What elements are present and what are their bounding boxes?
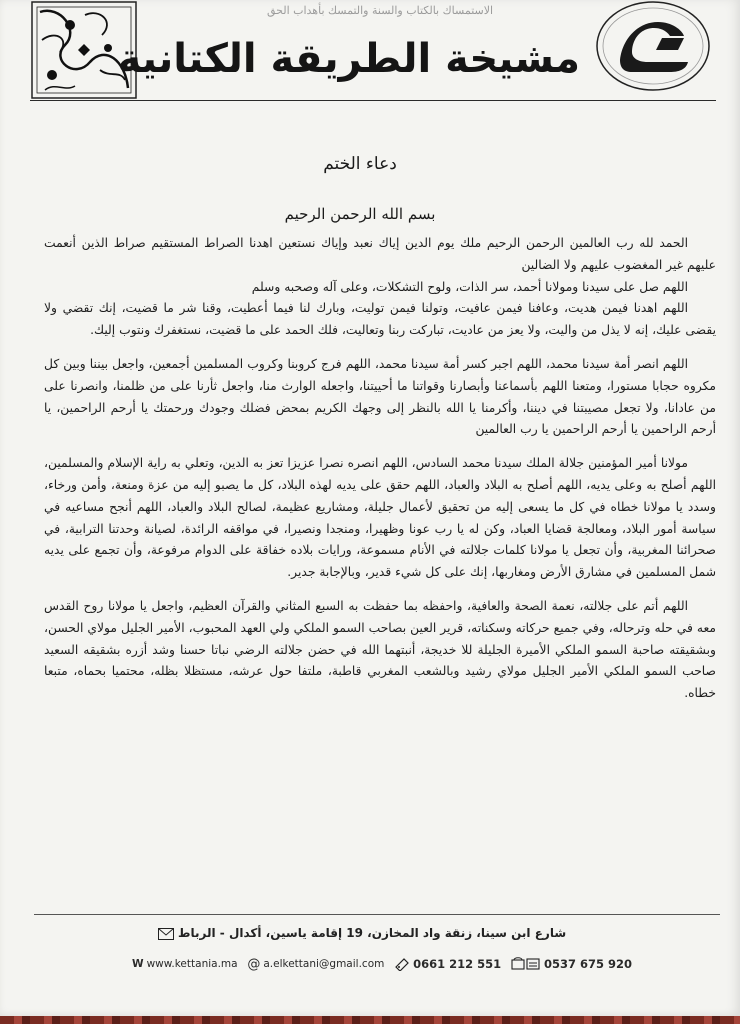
header-motto: الاستمساك بالكتاب والسنة والتمسك بأهداب الحق: [266, 4, 494, 17]
paragraph: مولانا أمير المؤمنين جلالة الملك سيدنا محمد السادس، اللهم انصره نصرا عزيزا تعز به الدين، وتعلي به راية الإسلام والمسلمين، اللهم أصلح به وعلى يديه، اللهم أصلح به البلاد والعباد، اللهم حقق على يديه لهذه البلاد، كل ما يصبو إليه من عزة ومنعة، وأمن ورخاء، وسدد يا مولانا خطاه في كل ما يسعى إليه من تحقيق لأعمال جليلة، ومشاريع عظيمة، لصالح البلاد والعباد، اللهم أنجح مساعيه في سياسة أمور البلاد، ومعالجة قضايا العباد، وكن له يا رب عونا وظهيرا، ومنجدا ونصيرا، في مواقفه الرائدة، لصيانة وحدتنا الترابية، في صحرائنا المغربية، وأن تجعل يا مولانا كلمات جلالته في الأنام مسموعة، ورايات بلاده خفاقة على الدوام مرفوعة، وأن تجمع على يديه شمل المسلمين في مشارق الأرض ومغاربها، إنك على كل شيء قدير، وبالإجابة جدير.: [44, 456, 716, 580]
paragraph: اللهم أتم على جلالته، نعمة الصحة والعافية، واحفظه بما حفظت به السبع المثاني والقرآن العظيم، واجعل يا مولانا روح القدس معه في حله وترحاله، وفي جميع حركاته وسكناته، قرير العين بصاحب السمو الملكي ولي العهد المحبوب، الأمير الجليل مولاي الحسن، وبشقيقته صاحبة السمو الملكي الأميرة الجليلة للا خديجة، أنبتهما الله في حضن جلالته الرضي نباتا حسنا وشد أزره بشقيقه السعيد صاحب السمو الملكي الأمير الجليل مولاي رشيد وبالشعب المغربي قاطبة، ملتفا حول عرشه، مستظلا بظله، محتميا بحماه، متبعا خطاه.: [44, 598, 716, 701]
website-contact: [132, 958, 238, 970]
email-link[interactable]: a.elkettani@gmail.com: [263, 958, 385, 970]
phone-fax-number: 0537 675 920: [543, 957, 632, 971]
at-icon: @: [247, 956, 261, 972]
header-divider: [30, 100, 716, 101]
paragraph: اللهم اهدنا فيمن هديت، وعافنا فيمن عافيت، وتولنا فيمن توليت، وبارك لنا فيما أعطيت، وقنا شر ما قضيت، إنك تقضي ولا يقضى عليك، إنه لا يذل من واليت، ولا يعز من عاديت، تباركت ربنا وتعاليت، فلك الحمد على ما قضيت، نستغفرك ونتوب إليك.: [44, 301, 716, 338]
address-text: شارع ابن سينا، زنقة واد المخازن، 19 إقامة ياسين، أكدال - الرباط: [178, 926, 567, 940]
mobile-phone-icon: [394, 957, 410, 971]
envelope-icon: [158, 928, 174, 940]
document-title: دعاء الختم: [323, 154, 397, 174]
prayer-body: [44, 233, 716, 705]
paragraph: اللهم صل على سيدنا ومولانا أحمد، سر الذات، ولوح التشكلات، وعلى آله وصحبه وسلم: [251, 279, 688, 294]
basmala: بسم الله الرحمن الرحيم: [284, 205, 436, 223]
footer-address: [150, 926, 570, 948]
order-logo-icon: [592, 0, 714, 96]
paragraph: الحمد لله رب العالمين الرحمن الرحيم ملك يوم الدين إياك نعبد وإياك نستعين اهدنا الصراط المستقيم صراط الذين أنعمت عليهم غير المغضوب عليهم ولا الضالين: [44, 236, 716, 272]
email-contact: [247, 957, 384, 972]
paragraph: اللهم انصر أمة سيدنا محمد، اللهم اجبر كسر أمة سيدنا محمد، اللهم فرج كروبنا وكروب المسلمين أجمعين، واجعل بيننا وبين كل مكروه حجابا مستورا، ومتعنا اللهم بأسماعنا وأبصارنا وقواتنا ما أحييتنا، واجعله الوارث منا، واجعل ثأرنا على من ظلمنا، وانصرنا على من عادانا، ولا تجعل مصيبتنا في ديننا، وأكرمنا يا الله بالنظر إلى وجهك الكريم بمحض فضلك وجودك ورحمتك يا أرحم الراحمين، يا أرحم الراحمين يا أرحم الراحمين يا رب العالمين: [44, 356, 716, 437]
footer-contacts: [132, 954, 632, 974]
footer-divider: [34, 914, 720, 915]
mobile-number: 0661 212 551: [413, 957, 502, 971]
website-link[interactable]: www.kettania.ma: [146, 958, 238, 970]
web-icon: W: [132, 958, 144, 970]
mobile-contact: [394, 957, 501, 971]
organization-title: مشيخة الطريقة الكتانية: [117, 36, 580, 82]
phone-fax-icon: [511, 957, 541, 971]
phone-fax-contact: [511, 957, 632, 971]
table-edge: [0, 1016, 740, 1024]
